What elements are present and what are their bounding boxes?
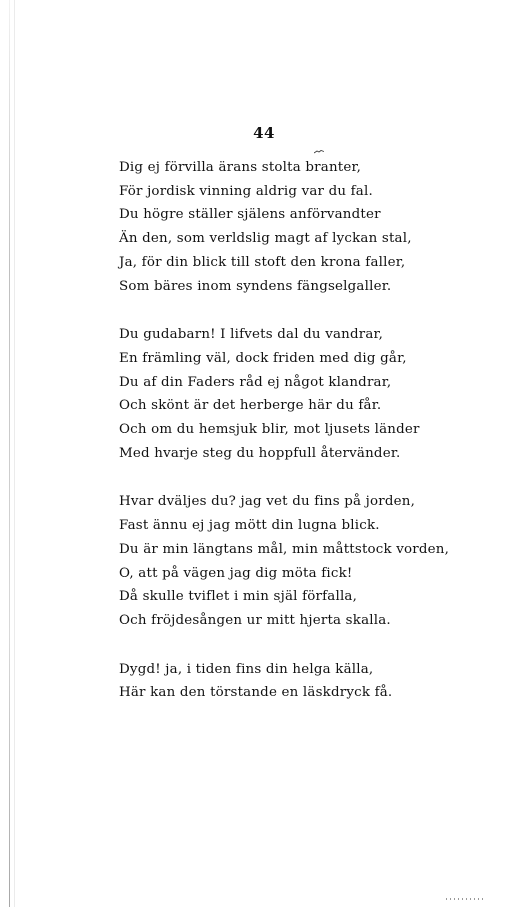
verse-line: Och om du hemsjuk blir, mot ljusets länder bbox=[119, 422, 420, 438]
verse-line: O, att på vägen jag dig möta fick! bbox=[119, 565, 353, 581]
page-number: 44 bbox=[253, 124, 275, 142]
verse-line: Du gudabarn! I lifvets dal du vandrar, bbox=[119, 327, 384, 343]
ink-mark-icon bbox=[314, 150, 324, 154]
stanza bbox=[119, 658, 519, 705]
poem-text bbox=[119, 156, 519, 705]
verse-line: För jordisk vinning aldrig var du fal. bbox=[119, 183, 373, 199]
verse-line: Som bäres inom syndens fängselgaller. bbox=[119, 278, 392, 294]
verse-line: Hvar dväljes du? jag vet du fins på jorden, bbox=[119, 494, 416, 510]
stanza bbox=[119, 323, 519, 465]
verse-line: Då skulle tviflet i min själ förfalla, bbox=[119, 589, 358, 605]
verse-line: Du är min längtans mål, min måttstock vorden, bbox=[119, 541, 450, 557]
verse-line: Ja, för din blick till stoft den krona faller, bbox=[119, 254, 406, 270]
verse-line: Dig ej förvilla ärans stolta branter, bbox=[119, 160, 362, 175]
verse-line: Och skönt är det herberge här du får. bbox=[119, 398, 382, 414]
verse-line: En främling väl, dock friden med dig går, bbox=[119, 350, 407, 366]
verse-line: Med hvarje steg du hoppfull återvänder. bbox=[119, 445, 401, 461]
stanza bbox=[119, 490, 519, 632]
stanza bbox=[119, 156, 519, 298]
verse-line: Du af din Faders råd ej något klandrar, bbox=[119, 374, 392, 390]
verse-line: Du högre ställer själens anförvandter bbox=[119, 207, 381, 223]
verse-line: Och fröjdesången ur mitt hjerta skalla. bbox=[119, 612, 391, 628]
edge-specks bbox=[446, 898, 486, 900]
verse-line: Här kan den törstande en läskdryck få. bbox=[119, 685, 393, 701]
verse-line: Än den, som verldslig magt af lyckan stal, bbox=[119, 231, 412, 247]
verse-line: Fast ännu ej jag mött din lugna blick. bbox=[119, 518, 380, 534]
verse-line: Dygd! ja, i tiden fins din helga källa, bbox=[119, 661, 374, 677]
